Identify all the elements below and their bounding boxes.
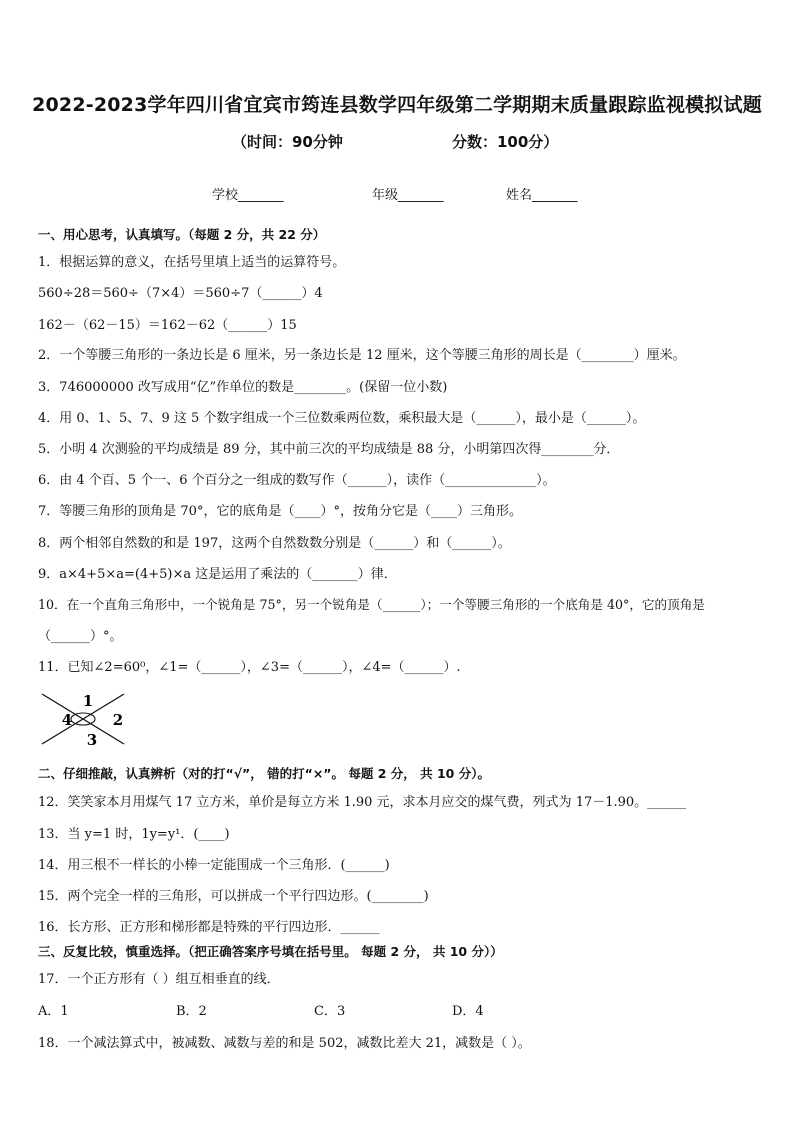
grade-field: 年级_______: [372, 188, 444, 203]
question-6: 6．由 4 个百、5 个一、6 个百分之一组成的数写作（______），读作（______________）。: [38, 473, 556, 488]
name-field: 姓名_______: [506, 188, 578, 203]
question-5: 5．小明 4 次测验的平均成绩是 89 分，其中前三次的平均成绩是 88 分，小明第四次得________分．: [38, 442, 620, 457]
section-1-heading: 一、用心思考，认真填写。（每题 2 分，共 22 分）: [38, 227, 326, 242]
question-1b: 162－（62－15）＝162－62（______）15: [38, 318, 297, 333]
angle-figure: [38, 690, 128, 748]
section-3-heading: 三、反复比较，慎重选择。（把正确答案序号填在括号里。 每题 2 分， 共 10 分））: [38, 944, 503, 959]
option-d: D．4: [452, 1004, 484, 1019]
option-a: A．1: [38, 1004, 69, 1019]
question-10: 10．在一个直角三角形中，一个锐角是 75°，另一个锐角是（______）；一个等腰三角形的一个底角是 40°，它的顶角是: [38, 597, 705, 612]
question-8: 8．两个相邻自然数的和是 197，这两个自然数数分别是（______）和（______）。: [38, 536, 511, 551]
question-12: 12．笑笑家本月用煤气 17 立方米，单价是每立方米 1.90 元，求本月应交的煤气费，列式为 17－1.90。______: [38, 795, 687, 810]
angle-label-1: 1: [82, 692, 94, 710]
option-c: C．3: [314, 1004, 346, 1019]
angle-label-2: 2: [112, 711, 124, 729]
question-2: 2．一个等腰三角形的一条边长是 6 厘米，另一条边长是 12 厘米，这个等腰三角形的周长是（________）厘米。: [38, 348, 686, 363]
question-17: 17．一个正方形有（ ）组互相垂直的线．: [38, 972, 280, 987]
question-11: 11．已知∠2=60⁰，∠1=（______），∠3=（______），∠4=（______）.: [38, 660, 461, 675]
question-18: 18．一个减法算式中，被减数、减数与差的和是 502，减数比差大 21，减数是（ ）。: [38, 1036, 531, 1051]
school-field: 学校_______: [212, 188, 284, 203]
angle-label-4: 4: [61, 711, 73, 729]
exam-time: （时间：90分钟: [232, 133, 343, 151]
section-2-heading: 二、仔细推敲，认真辨析（对的打“√”， 错的打“×”。 每题 2 分， 共 10 分）。: [38, 766, 490, 781]
question-7: 7．等腰三角形的顶角是 70°，它的底角是（____）°，按角分它是（____）三角形。: [38, 504, 522, 519]
question-16: 16．长方形、正方形和梯形都是特殊的平行四边形．______: [38, 920, 380, 935]
question-3: 3．746000000 改写成用“亿”作单位的数是________。(保留一位小数): [38, 380, 448, 395]
question-13: 13．当 y=1 时，1y=y¹．(____): [38, 827, 230, 842]
page-title: 2022-2023学年四川省宜宾市筠连县数学四年级第二学期期末质量跟踪监视模拟试题: [32, 94, 762, 116]
question-9: 9．a×4+5×a=(4+5)×a 这是运用了乘法的（_______）律．: [38, 567, 397, 582]
question-4: 4．用 0、1、5、7、9 这 5 个数字组成一个三位数乘两位数，乘积最大是（______），最小是（______）。: [38, 411, 646, 426]
question-1a: 560÷28＝560÷（7×4）＝560÷7（______）4: [38, 286, 323, 301]
question-15: 15．两个完全一样的三角形，可以拼成一个平行四边形。(________): [38, 889, 429, 904]
question-1: 1．根据运算的意义，在括号里填上适当的运算符号。: [38, 255, 346, 270]
option-b: B．2: [176, 1004, 207, 1019]
angle-label-3: 3: [86, 731, 98, 748]
question-14: 14．用三根不一样长的小棒一定能围成一个三角形．(______): [38, 858, 390, 873]
question-10-continued: （______）°。: [38, 629, 123, 644]
exam-score: 分数：100分）: [452, 133, 559, 151]
